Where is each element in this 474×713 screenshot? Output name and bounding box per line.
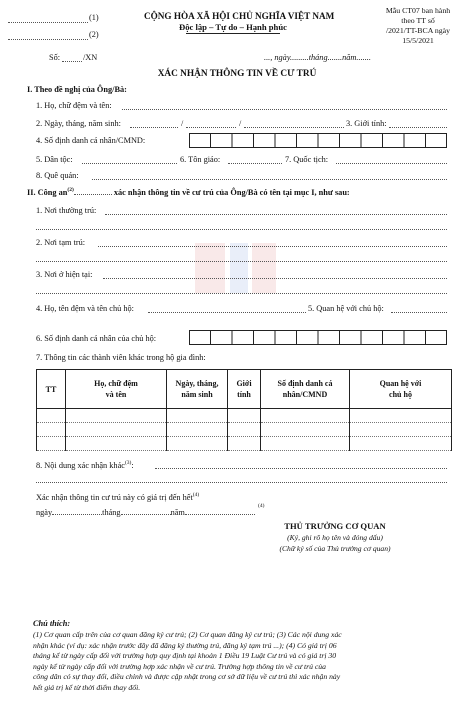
issuer-marker: (2): [89, 30, 99, 39]
household-head-name-label: 4. Họ, tên đệm và tên chủ hộ:: [36, 304, 134, 313]
note-line: (1) Cơ quan cấp trên của cơ quan đăng ký cư trú; (2) Cơ quan đăng ký cư trú; (3) Các nội dung xác: [33, 630, 342, 639]
id-digit-grid: [189, 133, 447, 148]
note-line: nhận khác (ví dụ: xác nhận trước đây đã đăng ký thường trú, đăng ký tạm trú ...); (4) Có giá trị 06: [33, 640, 337, 650]
dob-day-field[interactable]: [130, 127, 178, 128]
form-code-note: Mẫu CT07 ban hành theo TT số /2021/TT-BCA ngày 15/5/2021: [385, 6, 451, 45]
motto-underline: [186, 33, 280, 34]
nationality-label: 7. Quốc tịch:: [285, 155, 329, 164]
dob-sep2: /: [239, 119, 242, 128]
permanent-residence-label: 1. Nơi thường trú:: [36, 206, 97, 215]
notes-body: [33, 630, 342, 693]
current-residence-field[interactable]: [103, 278, 447, 279]
section2-heading: II. Công $an^{(2)}$ xác nhận thông tin về cư trú của Ông/Bà có tên tại mục I, như sau:: [27, 187, 350, 197]
household-head-name-field[interactable]: [148, 312, 306, 313]
gender-label: 3. Giới tính:: [346, 119, 387, 128]
temporary-residence-field-2[interactable]: [36, 261, 447, 262]
issuer-line[interactable]: [8, 39, 88, 40]
dob-month-field[interactable]: [186, 127, 236, 128]
hometown-label: 8. Quê quán:: [36, 171, 79, 180]
relation-to-head-field[interactable]: [391, 312, 447, 313]
validity-note-marker: (4): [258, 503, 265, 509]
section1-heading: I. Theo đề nghị của Ông/Bà:: [27, 85, 127, 94]
nationality-field[interactable]: [336, 163, 447, 164]
col-tt: TT: [37, 370, 66, 409]
signature-instruction: (Ký, ghi rõ họ tên và đóng dấu): [287, 533, 383, 542]
household-members-table: [36, 369, 452, 451]
head-id-label: 6. Số định danh cá nhân của chủ hộ:: [36, 334, 157, 343]
other-content-label: 8. Nội dung xác nhận khác$^{(3)}$:: [36, 460, 134, 470]
validity-date-line[interactable]: ngày tháng năm: [36, 508, 255, 517]
watermark-logo-icon: [190, 238, 280, 298]
issuer-parent-marker: (1): [89, 13, 99, 22]
religion-field[interactable]: [228, 163, 282, 164]
id-number-label: 4. Số định danh cá nhân/CMND:: [36, 136, 146, 145]
permanent-residence-field[interactable]: [105, 214, 447, 215]
doc-number-field[interactable]: [62, 61, 82, 62]
doc-number-suffix: /XN: [83, 53, 98, 62]
temporary-residence-field[interactable]: [98, 246, 447, 247]
religion-label: 6. Tôn giáo:: [180, 155, 221, 164]
other-content-field-2[interactable]: [36, 482, 447, 483]
current-residence-label: 3. Nơi ở hiện tại:: [36, 270, 93, 279]
col-name: Họ, chữ đệm và tên: [66, 370, 167, 409]
ethnicity-label: 5. Dân tộc:: [36, 155, 73, 164]
head-id-boxes[interactable]: [189, 330, 447, 345]
id-number-boxes[interactable]: [189, 133, 447, 148]
current-residence-field-2[interactable]: [36, 293, 447, 294]
document-title: XÁC NHẬN THÔNG TIN VỀ CƯ TRÚ: [157, 69, 317, 79]
ethnicity-field[interactable]: [82, 163, 177, 164]
table-row[interactable]: [37, 437, 452, 451]
relation-to-head-label: 5. Quan hệ với chủ hộ:: [308, 304, 384, 313]
note-line: công dân có sự thay đổi, điều chỉnh và được cập nhật trong cơ sở dữ liệu về cư trú thì xác nhận này: [33, 672, 341, 681]
col-relation: Quan hệ với chủ hộ: [350, 370, 452, 409]
issue-date-line[interactable]: ..., ngày.........tháng.......năm.......: [264, 53, 371, 62]
permanent-residence-field-2[interactable]: [36, 229, 447, 230]
dob-year-field[interactable]: [244, 127, 344, 128]
validity-text: Xác nhận thông tin cư trú này có giá trị đến hết$^{(4)}$: [36, 492, 200, 502]
note-line: ngày kể từ ngày cấp đối với trường hợp xác nhận về cư trú. Trường hợp thông tin về cư trú của: [33, 661, 326, 671]
col-dob: Ngày, tháng, năm sinh: [167, 370, 228, 409]
national-motto: Độc lập – Tự do – Hạnh phúc: [179, 22, 287, 32]
note-line: hết giá trị kể từ thời điểm thay đổi.: [33, 682, 141, 692]
dob-sep1: /: [181, 119, 184, 128]
dob-label: 2. Ngày, tháng, năm sinh:: [36, 119, 121, 128]
country-name: CỘNG HÒA XÃ HỘI CHỦ NGHĨA VIỆT NAM: [144, 11, 335, 21]
head-id-digit-grid: [189, 330, 447, 345]
hometown-field[interactable]: [92, 179, 447, 180]
other-content-field[interactable]: [155, 468, 447, 469]
household-members-label: 7. Thông tin các thành viên khác trong hộ gia đình:: [36, 353, 206, 362]
gender-field[interactable]: [389, 127, 447, 128]
table-row[interactable]: [37, 409, 452, 423]
fullname-field[interactable]: [122, 109, 447, 110]
temporary-residence-label: 2. Nơi tạm trú:: [36, 238, 86, 247]
note-line: tháng kể từ ngày cấp đối với trường hợp quy định tại khoản 1 Điều 19 Luật Cư trú và có giá trị 30: [33, 651, 337, 660]
notes-heading: Chú thích:: [33, 619, 71, 628]
signature-title: THỦ TRƯỞNG CƠ QUAN: [284, 521, 386, 531]
table-row[interactable]: [37, 423, 452, 437]
fullname-label: 1. Họ, chữ đệm và tên:: [36, 101, 112, 110]
doc-number-label: Số:: [49, 53, 61, 62]
col-gender: Giới tính: [228, 370, 261, 409]
issuer-parent-line[interactable]: [8, 22, 88, 23]
col-id: Số định danh cá nhân/CMND: [261, 370, 350, 409]
digital-signature-instruction: (Chữ ký số của Thủ trưởng cơ quan): [279, 544, 391, 553]
